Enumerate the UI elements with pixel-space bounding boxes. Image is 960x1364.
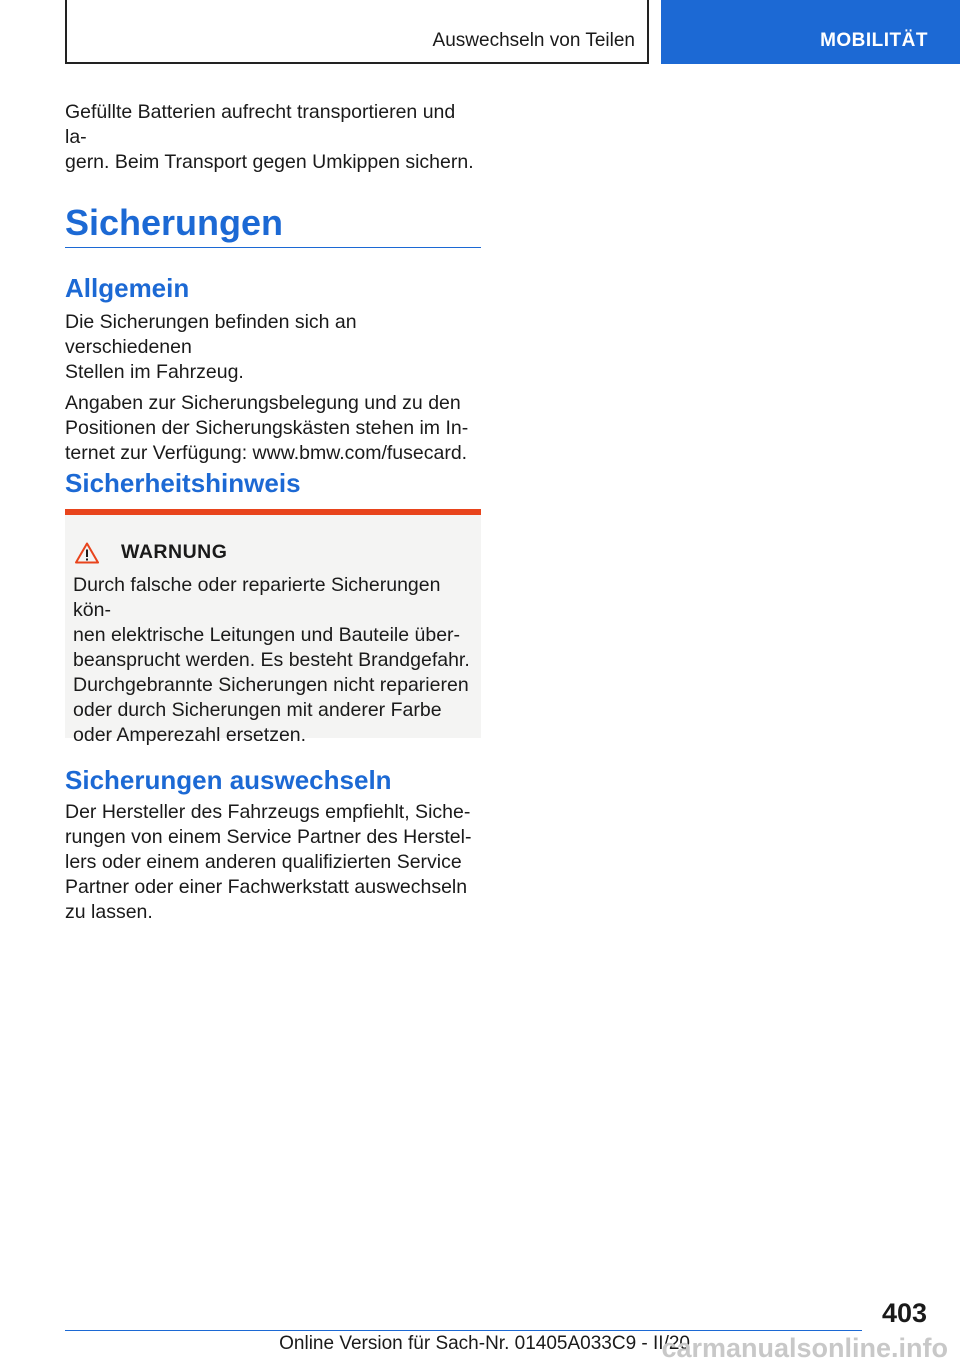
footer-divider (65, 1330, 862, 1331)
heading-sicherheitshinweis: Sicherheitshinweis (65, 468, 301, 498)
header-chapter-box (65, 0, 649, 64)
section-title: MOBILITÄT (820, 30, 928, 51)
heading-allgemein: Allgemein (65, 273, 190, 303)
warning-label: WARNUNG (121, 541, 228, 563)
chapter-title: Auswechseln von Teilen (432, 30, 635, 51)
warning-box (65, 509, 481, 746)
footer-online-version: Online Version für Sach-Nr. 01405A033C9 - II/20 (279, 1333, 690, 1354)
heading-sicherungen-auswechseln: Sicherungen auswechseln (65, 765, 392, 795)
section-allgemein (65, 272, 481, 466)
heading-sicherungen: Sicherungen (65, 200, 481, 248)
section-sicherungen-auswechseln (65, 764, 481, 925)
allgemein-paragraph-1: Die Sicherungen befinden sich an verschiedenen Stellen im Fahrzeug. (65, 311, 357, 383)
warning-header (75, 541, 227, 564)
warning-triangle-icon (75, 542, 99, 564)
auswechseln-paragraph: Der Hersteller des Fahrzeugs empfiehlt, Siche- rungen von einem Service Partner des Herstel- lers oder einem anderen qualifizierten Service Partner oder einer Fachwerkstatt auswechseln zu lassen. (65, 801, 472, 923)
page-number: 403 (881, 1298, 927, 1328)
warning-text: Durch falsche oder reparierte Sicherungen kön- nen elektrische Leitungen und Bauteile über- beansprucht werden. Es besteht Brandgefahr. Durchgebrannte Sicherungen nicht reparieren oder durch Sicherungen mit anderer Farbe oder Amperezahl ersetzen. (73, 574, 470, 746)
section-sicherheitshinweis (65, 467, 481, 499)
intro-paragraph: Gefüllte Batterien aufrecht transportieren und la- gern. Beim Transport gegen Umkippen sichern. (65, 101, 474, 173)
header-section-tab (661, 0, 960, 64)
watermark: carmanualsonline.info (661, 1333, 948, 1363)
allgemein-paragraph-2: Angaben zur Sicherungsbelegung und zu den Positionen der Sicherungskästen stehen im In- ternet zur Verfügung: www.bmw.com/fusecard. (65, 392, 469, 464)
